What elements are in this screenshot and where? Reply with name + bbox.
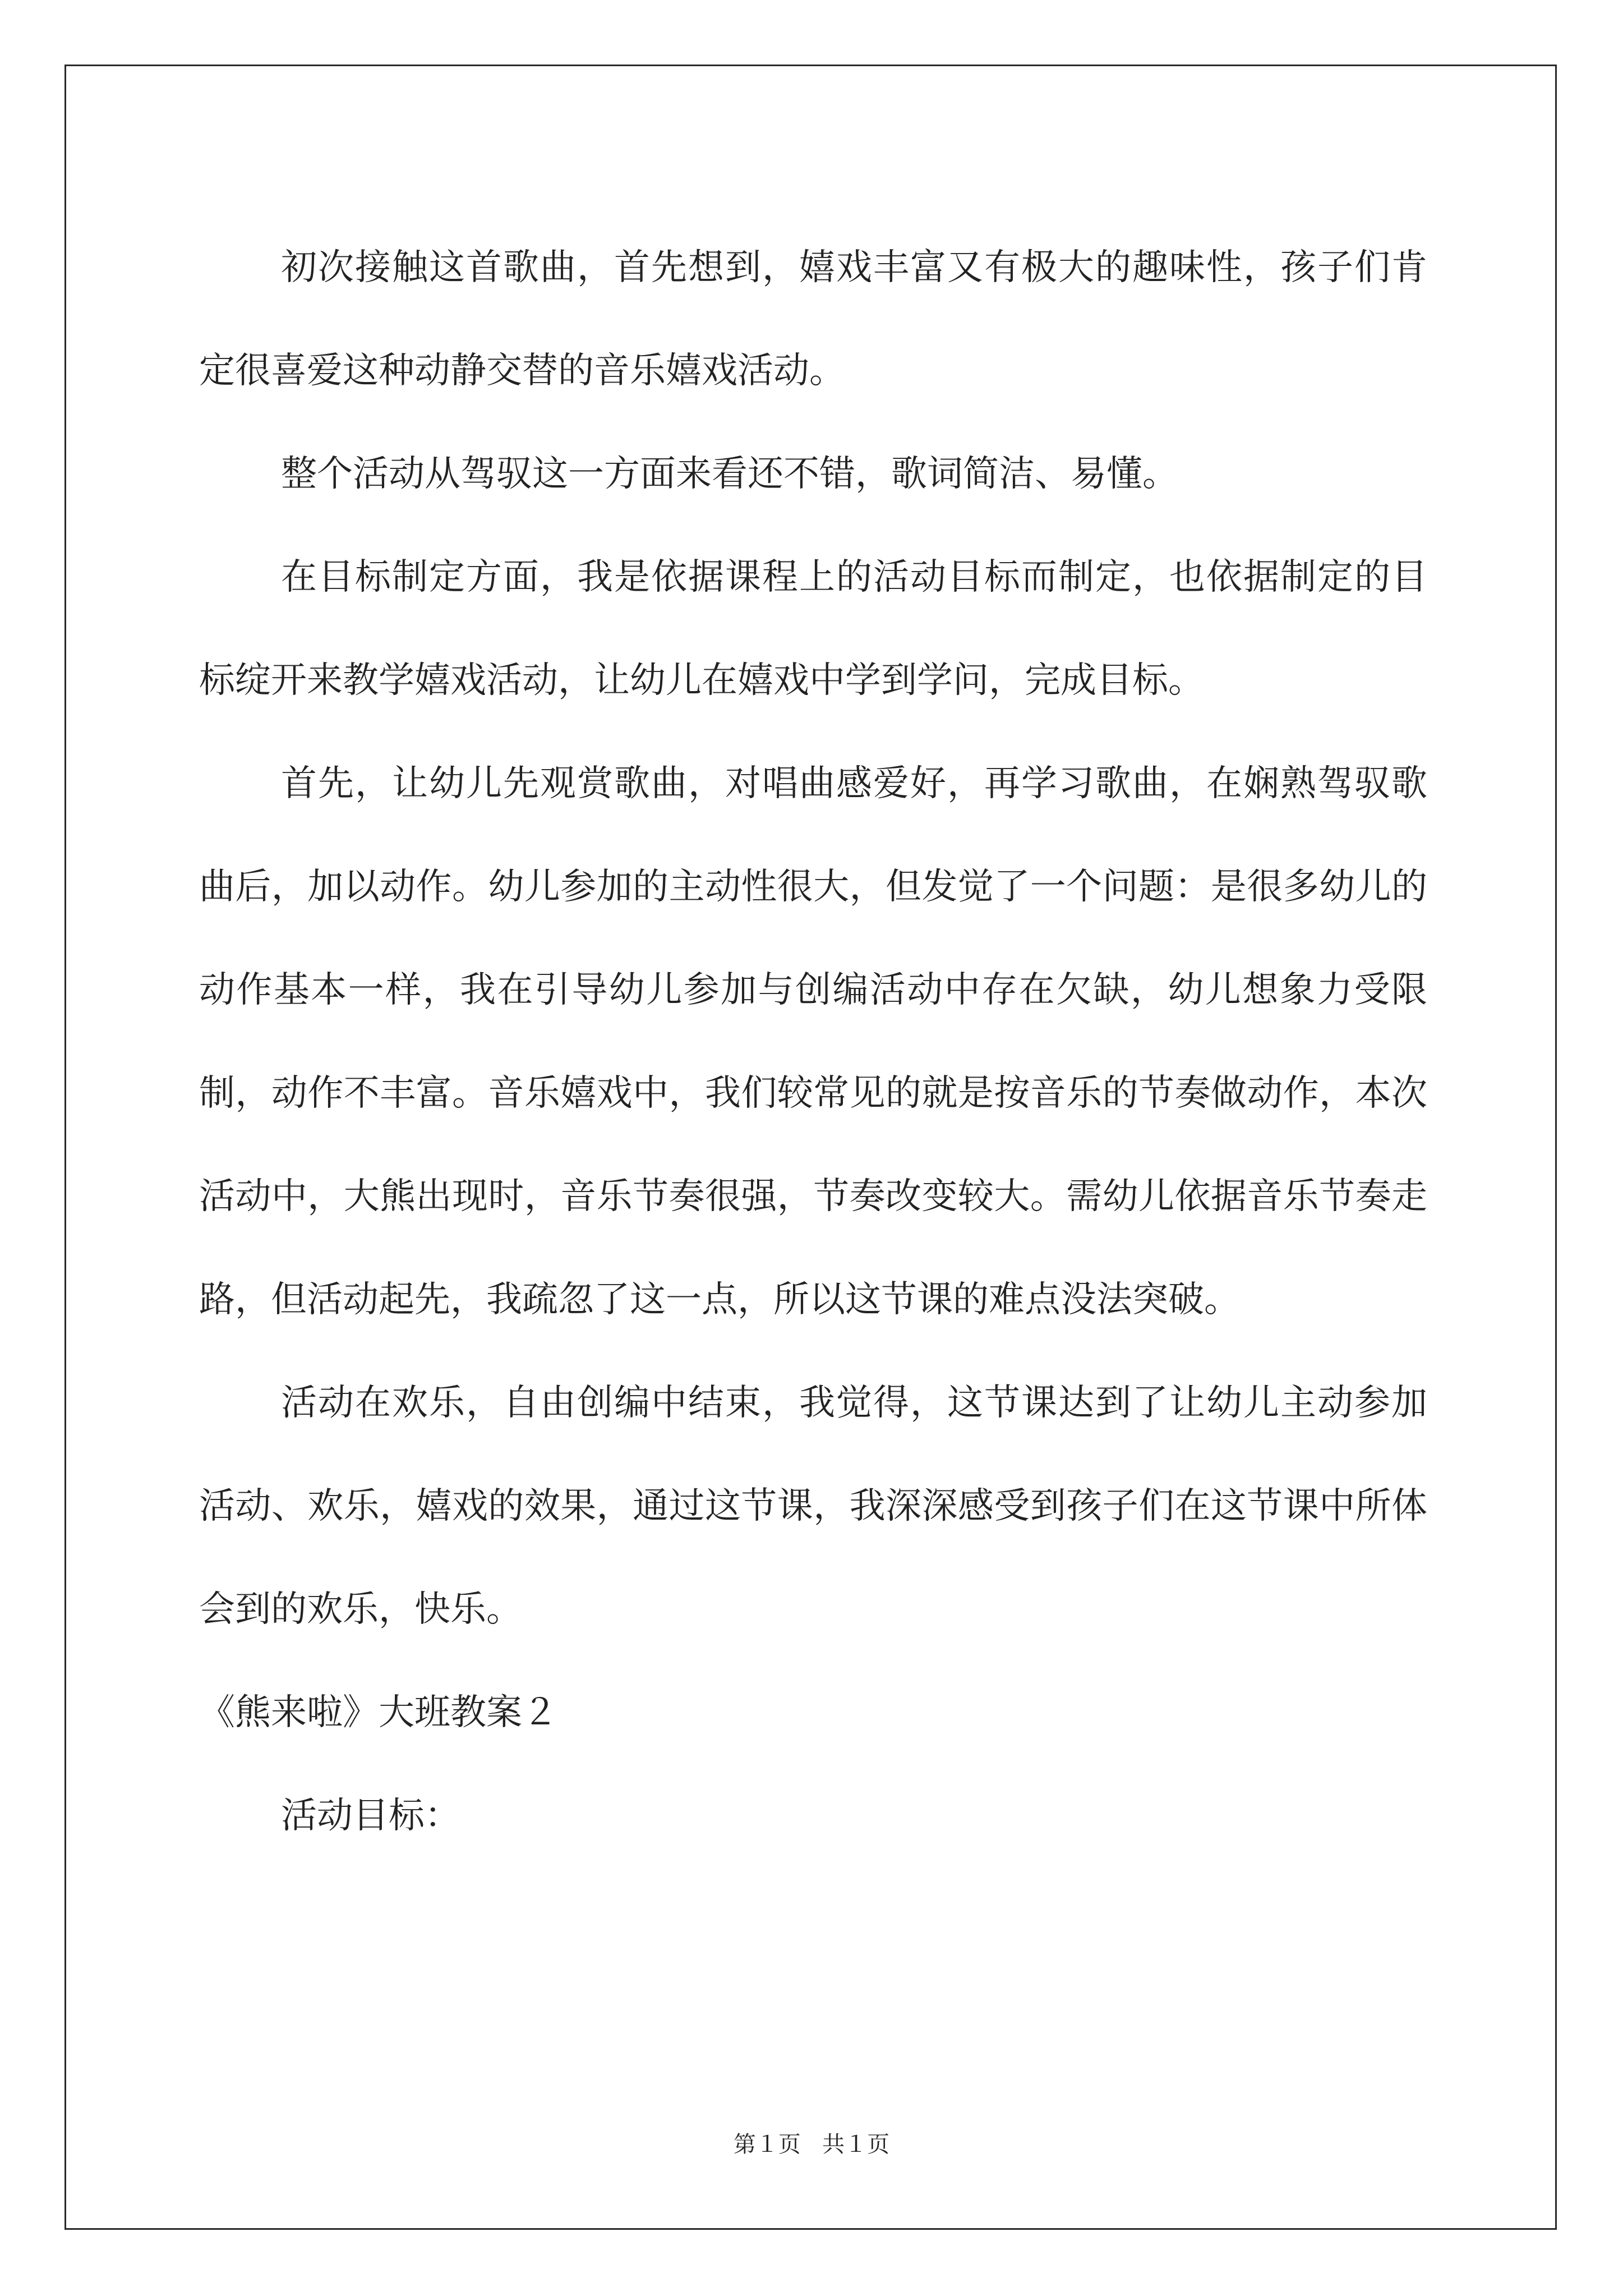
section-heading: 《熊来啦》大班教案２ (199, 1692, 558, 1733)
paragraph-3: 在目标制定方面，我是依据课程上的活动目标而制定，也依据制定的目标绽开来教学嬉戏活动，让幼儿在嬉戏中学到学问，完成目标。 (199, 556, 1427, 701)
section-subheading: 活动目标： (281, 1795, 460, 1837)
paragraph-1: 初次接触这首歌曲，首先想到，嬉戏丰富又有极大的趣味性，孩子们肯定很喜爱这种动静交替的音乐嬉戏活动。 (199, 247, 1427, 392)
paragraph-5: 活动在欢乐，自由创编中结束，我觉得，这节课达到了让幼儿主动参加活动、欢乐，嬉戏的效果，通过这节课，我深深感受到孩子们在这节课中所体会到的欢乐，快乐。 (199, 1382, 1427, 1630)
page-footer: 第１页 共１页 (733, 2132, 890, 2157)
paragraph-4: 首先，让幼儿先观赏歌曲，对唱曲感爱好，再学习歌曲，在娴熟驾驭歌曲后，加以动作。幼儿参加的主动性很大，但发觉了一个问题：是很多幼儿的动作基本一样，我在引导幼儿参加与创编活动中存在欠缺，幼儿想象力受限制，动作不丰富。音乐嬉戏中，我们较常见的就是按音乐的节奏做动作，本次活动中，大熊出现时，音乐节奏很强，节奏改变较大。需幼儿依据音乐节奏走路，但活动起先，我疏忽了这一点，所以这节课的难点没法突破。 (199, 763, 1427, 1320)
document-body (199, 216, 1427, 1867)
paragraph-2: 整个活动从驾驭这一方面来看还不错，歌词简洁、易懂。 (281, 453, 1178, 495)
